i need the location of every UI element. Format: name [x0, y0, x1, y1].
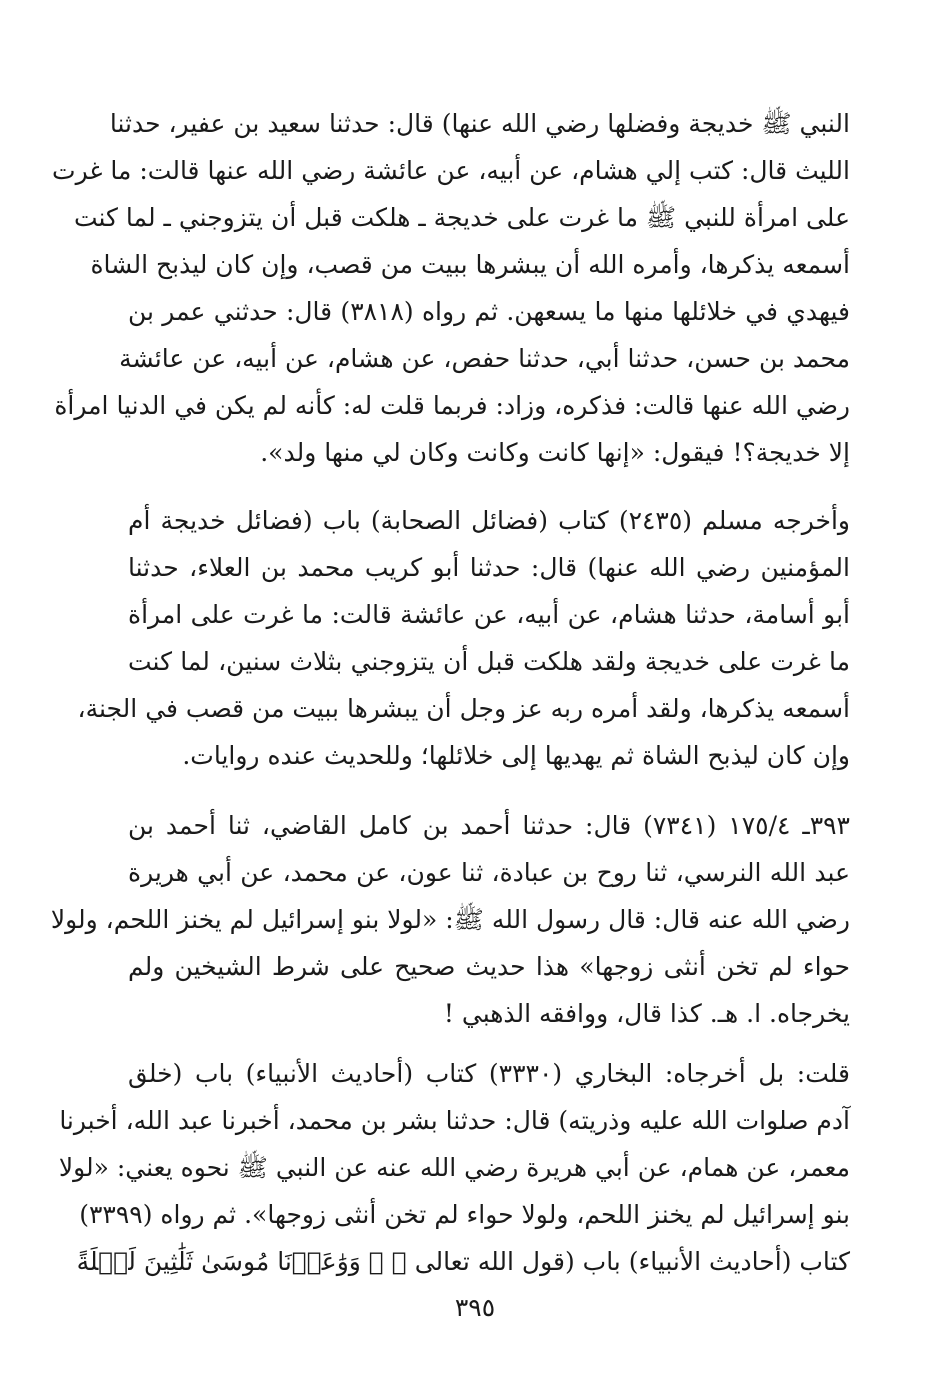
paragraph-4 [58, 1050, 850, 1285]
text-line: فيهدي في خلائلها منها ما يسعهن. ثم رواه (٣٨١٨) قال: حدثني عمر بن [128, 297, 851, 326]
text-line: أسمعه يذكرها، وأمره الله أن يبشرها ببيت من قصب، وإن كان ليذبح الشاة [90, 250, 850, 279]
text-line: المؤمنين رضي الله عنها) قال: حدثنا أبو كريب محمد بن العلاء، حدثنا [128, 553, 850, 582]
page-number: ٣٩٥ [454, 1293, 496, 1322]
text-line: النبي ﷺ خديجة وفضلها رضي الله عنها) قال: حدثنا سعيد بن عفير، حدثنا [109, 109, 850, 138]
text-line: وأخرجه مسلم (٢٤٣٥) كتاب (فضائل الصحابة) باب (فضائل خديجة أم [128, 506, 850, 535]
text-line: رضي الله عنها قالت: فذكره، وزاد: فربما قلت له: كأنه لم يكن في الدنيا امرأة [54, 391, 850, 420]
text-line: الليث قال: كتب إلي هشام، عن أبيه، عن عائشة رضي الله عنها قالت: ما غرت [52, 156, 850, 185]
text-line: حواء لم تخن أنثى زوجها» هذا حديث صحيح على شرط الشيخين ولم [128, 952, 850, 981]
text-line: أسمعه يذكرها، ولقد أمره ربه عز وجل أن يبشرها ببيت من قصب في الجنة، [77, 694, 850, 723]
text-line: وإن كان ليذبح الشاة ثم يهديها إلى خلائلها؛ وللحديث عنده روايات. [182, 741, 850, 770]
text-line: محمد بن حسن، حدثنا أبي، حدثنا حفص، عن هشام، عن أبيه، عن عائشة [119, 344, 850, 373]
text-line: إلا خديجة؟! فيقول: «إنها كانت وكانت وكان لي منها ولد». [260, 438, 850, 467]
text-line: كتاب (أحاديث الأنبياء) باب (قول الله تعالى ﴿ ۞ وَوَٰعَدۡنَا مُوسَىٰ ثَلَٰثِينَ لَيۡلَةً [76, 1247, 850, 1276]
text-line: بنو إسرائيل لم يخنز اللحم، ولولا حواء لم تخن أنثى زوجها». ثم رواه (٣٣٩٩) [79, 1200, 850, 1229]
text-line: عبد الله النرسي، ثنا روح بن عبادة، ثنا عون، عن محمد، عن أبي هريرة [128, 858, 850, 887]
text-line: على امرأة للنبي ﷺ ما غرت على خديجة ـ هلكت قبل أن يتزوجني ـ لما كنت [73, 203, 850, 232]
text-line: أبو أسامة، حدثنا هشام، عن أبيه، عن عائشة قالت: ما غرت على امرأة [128, 600, 850, 629]
text-line: ٣٩٣ـ ١٧٥/٤ (٧٣٤١) قال: حدثنا أحمد بن كامل القاضي، ثنا أحمد بن [128, 811, 850, 840]
paragraph-3 [50, 802, 850, 1037]
text-line: آدم صلوات الله عليه وذريته) قال: حدثنا بشر بن محمد، أخبرنا عبد الله، أخبرنا [59, 1106, 850, 1135]
text-line: يخرجاه. ا. هـ. كذا قال، ووافقه الذهبي ! [443, 999, 850, 1028]
text-line: ما غرت على خديجة ولقد هلكت قبل أن يتزوجني بثلاث سنين، لما كنت [128, 647, 850, 676]
paragraph-1 [52, 100, 851, 476]
paragraph-2 [77, 497, 850, 779]
text-line: رضي الله عنه قال: قال رسول الله ﷺ: «لولا بنو إسرائيل لم يخنز اللحم، ولولا [50, 905, 850, 934]
text-line: معمر، عن همام، عن أبي هريرة رضي الله عنه عن النبي ﷺ نحوه يعني: «لولا [58, 1153, 850, 1182]
text-line: قلت: بل أخرجاه: البخاري (٣٣٣٠) كتاب (أحاديث الأنبياء) باب (خلق [128, 1059, 850, 1088]
page-body [50, 100, 851, 1285]
